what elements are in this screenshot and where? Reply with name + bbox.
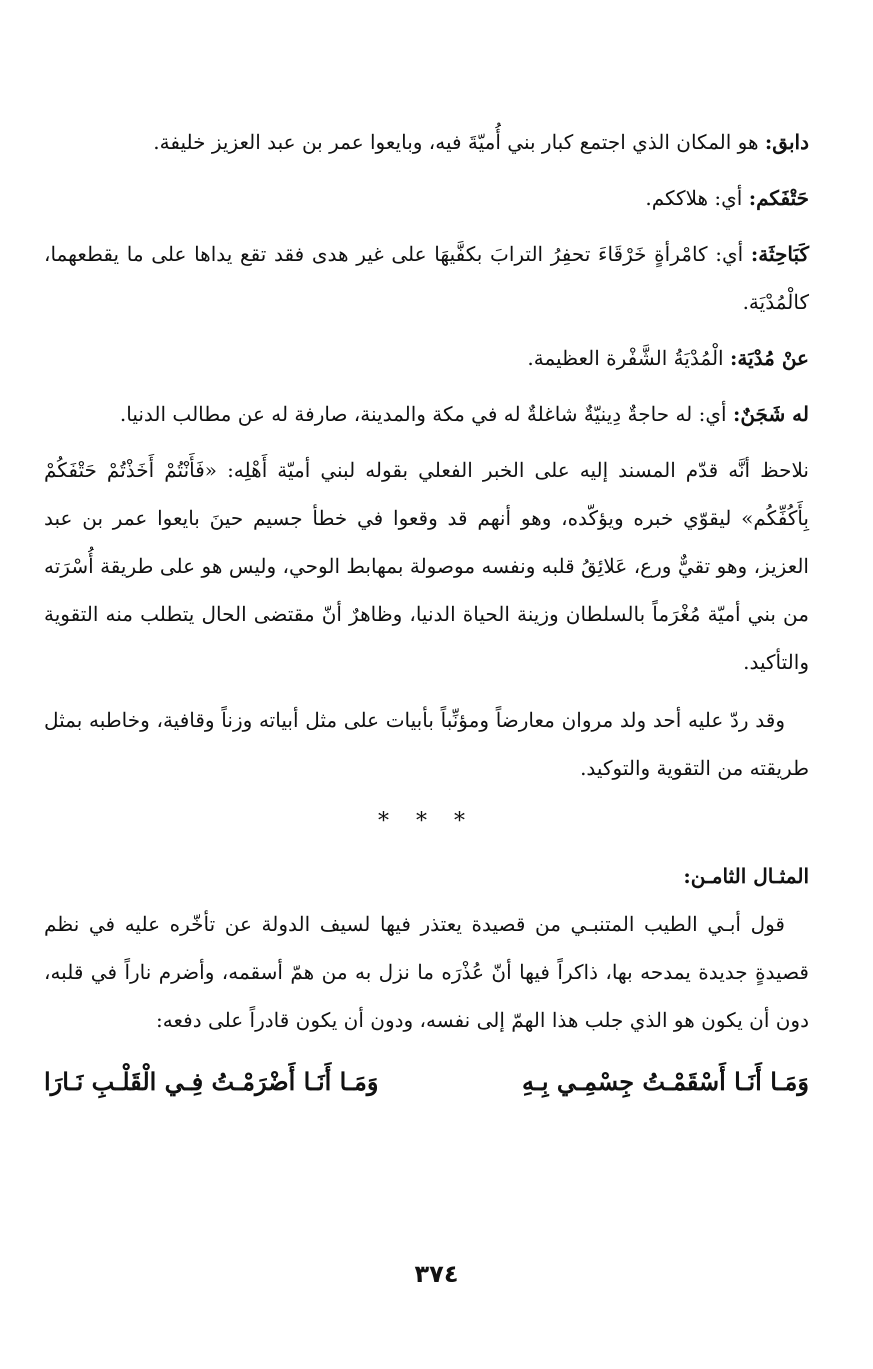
page-number: ٣٧٤ — [414, 1260, 459, 1288]
glossary-term: كَبَاحِثَة: — [750, 242, 810, 266]
section-body: قول أبـي الطيب المتنبـي من قصيدة يعتذر فيها لسيف الدولة عن تأخّره عليه في نظم قصيدةٍ جديدة يمدحه بها، ذاكراً فيها أنّ عُذْرَه ما نزل به من همّ أسقمه، وأضرم ناراً في قلبه، دون أن يكون هو الذي جلب هذا الهمّ إلى نفسه، ودون أن يكون قادراً على دفعه: — [44, 912, 809, 1032]
section-heading: المثـال الثامـن: — [683, 864, 809, 888]
glossary-definition: هو المكان الذي اجتمع كبار بني أُميّةَ فيه، وبايعوا عمر بن عبد العزيز خليفة. — [153, 130, 759, 154]
section-separator: * * * — [378, 809, 475, 834]
glossary-entry — [44, 390, 809, 438]
commentary-paragraph: نلاحظ أنَّه قدّم المسند إليه على الخبر الفعلي بقوله لبني أميّة أَهْلِه: «فَأَنْتُمْ أَخَذْتُمْ حَتْفَكُمْ بِأَكُفِّكُم» ليقوّي خبره ويؤكّده، وهو أنهم قد وقعوا في خطأ جسيم حينَ بايعوا عمر بن عبد العزيز، وهو تقيٌّ ورع، عَلائِقُ قلبه ونفسه موصولة بمهابط الوحي، وليس هو على طريقة أُسْرَته من بني أميّة مُغْرَماً بالسلطان وزينة الحياة الدنيا، وظاهرٌ أنّ مقتضى الحال يتطلب منه التقوية والتأكيد. — [44, 458, 809, 674]
poetry-verse — [44, 1054, 809, 1110]
glossary-entry — [44, 174, 809, 222]
glossary-entry — [44, 230, 809, 326]
glossary-definition: أي: كامْرأةٍ خَرْقَاءَ تحفِرُ الترابَ بكفَّيهَا على غير هدى فقد تقع يداها على ما يقطعهما، كالْمُدْيَة. — [44, 242, 809, 314]
glossary-term: له شَجَنٌ: — [732, 402, 809, 426]
glossary-entry — [44, 334, 809, 382]
glossary-term: عنْ مُدْيَة: — [729, 346, 809, 370]
commentary-paragraph: وقد ردّ عليه أحد ولد مروان معارضاً ومؤنِّباً بأبيات على مثل أبياته وزناً وقافية، وخاطبه بمثل طريقته من التقوية والتوكيد. — [44, 708, 809, 780]
glossary-entry — [44, 118, 809, 166]
verse-second-hemistich: وَمَـا أَنَـا أَضْرَمْـتُ فِـي الْقَلْـبِ نَـارَا — [44, 1067, 379, 1096]
glossary-term: حَتْفَكم: — [748, 186, 809, 210]
verse-first-hemistich: وَمَـا أَنَـا أَسْقَمْـتُ جِسْمِـي بِـهِ — [521, 1067, 809, 1096]
glossary-term: دابق: — [764, 130, 809, 154]
glossary-definition: أي: له حاجةٌ دِينيّةٌ شاغلةٌ له في مكة والمدينة، صارفة له عن مطالب الدنيا. — [119, 402, 727, 426]
glossary-definition: الْمُدْيَةُ الشَّفْرة العظيمة. — [527, 346, 724, 370]
page-body — [44, 118, 809, 1110]
glossary-definition: أي: هلاككم. — [645, 186, 743, 210]
